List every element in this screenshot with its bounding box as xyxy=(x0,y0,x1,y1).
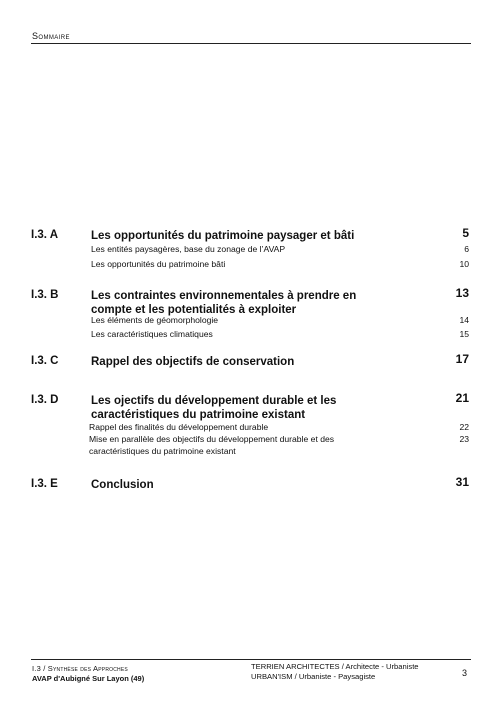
entry-label: Les éléments de géomorphologie xyxy=(91,315,219,325)
entry-label: Les opportunités du patrimoine bâti xyxy=(91,259,226,269)
toc-section-e xyxy=(31,475,471,492)
toc-section-b xyxy=(31,286,471,340)
toc-entry[interactable] xyxy=(89,433,471,457)
toc-section-d xyxy=(31,391,471,457)
footer-credits xyxy=(251,662,419,682)
toc-entry[interactable] xyxy=(91,258,471,270)
entry-label: Les entités paysagères, base du zonage de l’AVAP xyxy=(91,244,286,254)
toc-entry[interactable] xyxy=(91,314,471,326)
toc-section-c xyxy=(31,352,471,369)
section-title[interactable]: Les opportunités du patrimoine paysager et bâti xyxy=(91,230,355,242)
section-page-number: 21 xyxy=(455,391,469,405)
entry-page-number: 10 xyxy=(459,259,469,269)
section-page-number: 31 xyxy=(455,475,469,489)
footer-chapter: I.3 / Synthèse des Approches xyxy=(32,664,128,673)
entry-page-number: 15 xyxy=(459,329,469,339)
entry-label: Les caractéristiques climatiques xyxy=(91,329,213,339)
section-page-number: 17 xyxy=(455,352,469,366)
section-title[interactable]: Rappel des objectifs de conservation xyxy=(91,356,295,368)
section-page-number: 13 xyxy=(455,286,469,300)
header-title: Sommaire xyxy=(32,31,70,41)
footer-divider xyxy=(31,659,471,660)
toc-entry[interactable] xyxy=(91,243,471,255)
toc-section-a xyxy=(31,226,471,270)
toc-entry[interactable] xyxy=(89,421,471,433)
entry-page-number: 14 xyxy=(459,315,469,325)
section-title[interactable]: Les contraintes environnementales à prendre en compte et les potentialités à exploiter xyxy=(91,290,357,316)
section-code: I.3. C xyxy=(31,355,59,367)
entry-label: Mise en parallèle des objectifs du développement durable et des caractéristiques du patrimoine existant xyxy=(89,434,335,456)
page-number: 3 xyxy=(462,668,468,678)
section-page-number: 5 xyxy=(462,226,469,240)
entry-label: Rappel des finalités du développement durable xyxy=(89,422,269,432)
section-title[interactable]: Les ojectifs du développement durable et les caractéristiques du patrimoine existant xyxy=(91,395,337,421)
section-code: I.3. D xyxy=(31,394,59,406)
footer-credit-line: URBAN'ISM / Urbaniste - Paysagiste xyxy=(251,672,376,681)
entry-page-number: 23 xyxy=(459,434,469,444)
footer-left xyxy=(32,664,144,684)
entry-page-number: 22 xyxy=(459,422,469,432)
section-code: I.3. A xyxy=(31,229,59,241)
header-divider xyxy=(31,43,471,44)
section-title[interactable]: Conclusion xyxy=(91,479,154,491)
footer-project: AVAP d'Aubigné Sur Layon (49) xyxy=(32,674,145,683)
toc-entry[interactable] xyxy=(91,328,471,340)
footer-credit-line: TERRIEN ARCHITECTES / Architecte - Urbaniste xyxy=(251,662,419,671)
section-code: I.3. B xyxy=(31,289,59,301)
entry-page-number: 6 xyxy=(464,244,469,254)
section-code: I.3. E xyxy=(31,478,58,490)
